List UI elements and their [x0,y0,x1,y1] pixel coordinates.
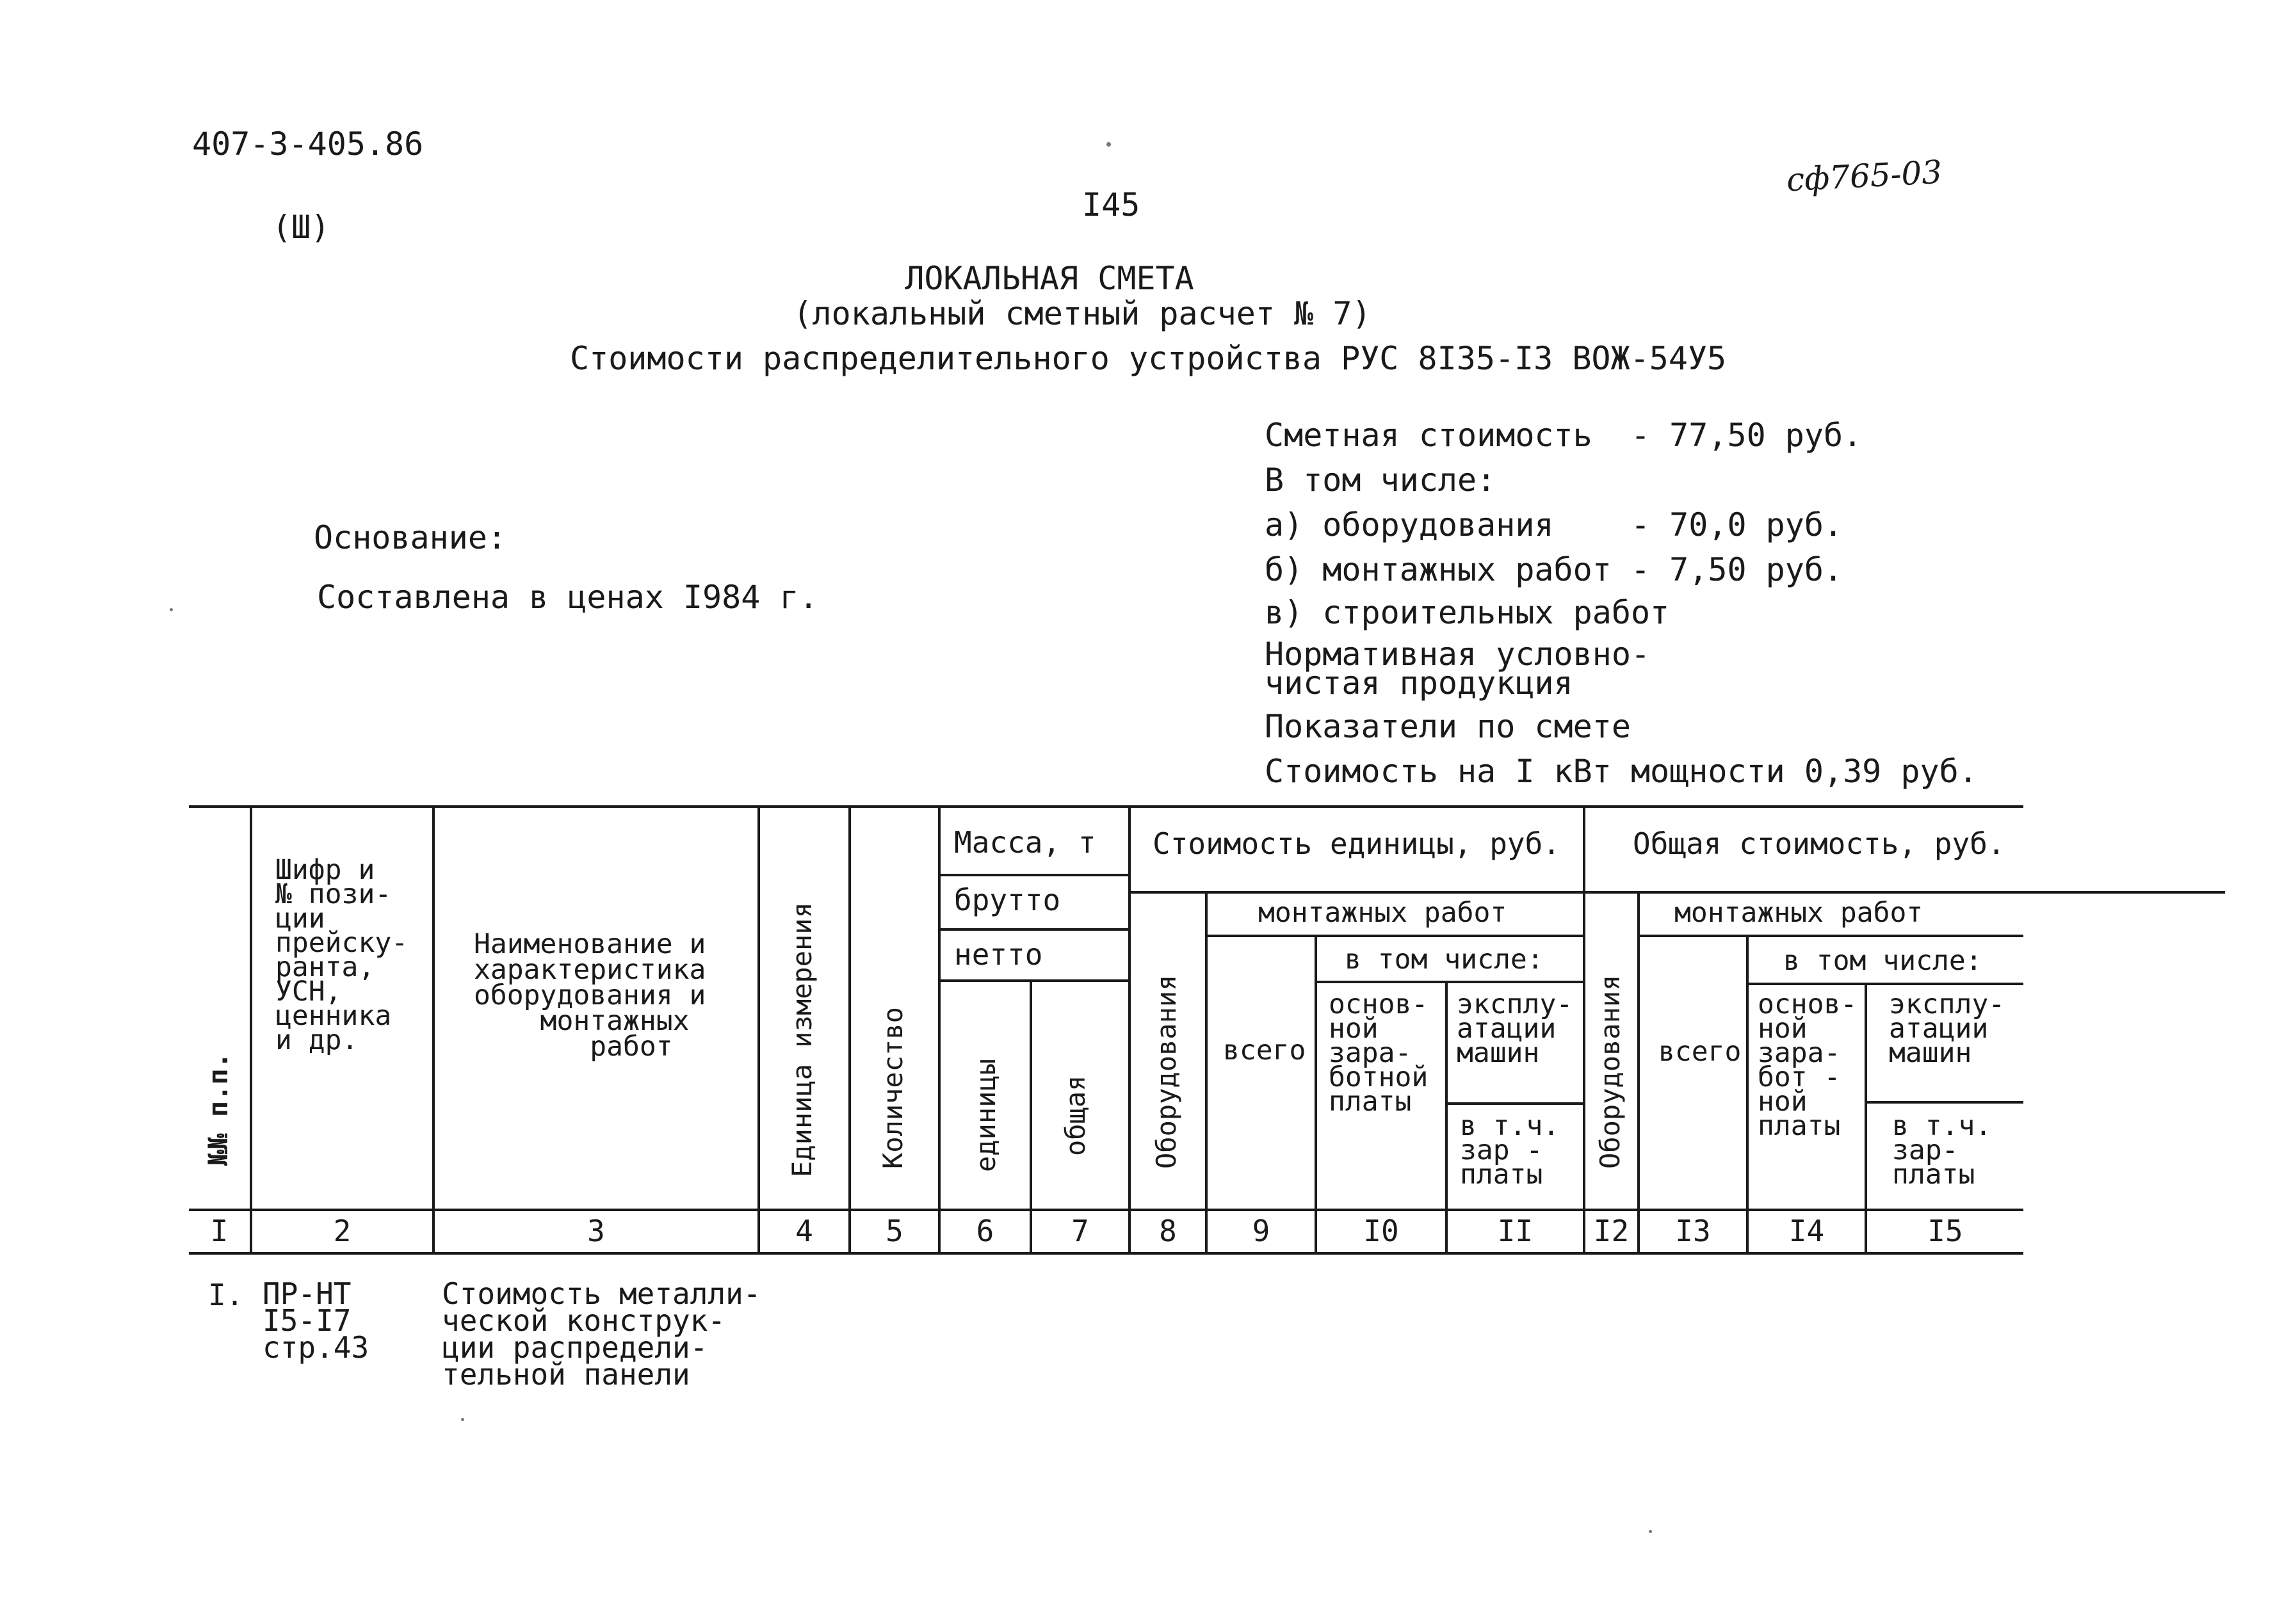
header-brutto: брутто [954,883,1061,917]
col-number-11: II [1497,1214,1534,1248]
summary-including: В том числе: [1265,462,1496,499]
col-line-12 [1637,891,1640,1253]
basis-label: Основание: [314,519,507,556]
mass-divider-3 [938,979,1130,982]
col-line-3 [757,805,760,1253]
header-mass-total: общая [1060,1075,1091,1156]
header-total-all: всего [1658,1036,1742,1068]
section-mark: (Ш) [272,209,330,246]
page-object-title: Стоимости распределительного устройства РУС 8I35-I3 ВОЖ-54У5 [570,340,1727,377]
header-unit: Единица измерения [786,902,818,1177]
scan-speck [1649,1530,1652,1533]
col-line-2 [432,805,435,1253]
col-line-7 [1128,805,1131,1253]
header-quantity: Количество [877,1007,909,1169]
col-number-8: 8 [1159,1214,1177,1248]
header-unit-base-wage: основ- ной зара- ботной платы [1329,988,1429,1118]
unit-install-divider [1207,935,1585,937]
col-number-5: 5 [886,1214,903,1248]
col-line-8 [1205,891,1208,1253]
header-row-number: №№ п.п. [202,1052,234,1166]
col-line-11 [1583,805,1585,1253]
col-line-6 [1030,979,1032,1253]
header-total-machine: эксплу- атации машин [1889,988,2005,1069]
header-total-equipment: Оборудования [1594,974,1626,1169]
row-price-code: ПР-НТ I5-I7 стр.43 [263,1276,369,1365]
col-number-2: 2 [333,1214,352,1248]
col-number-15: I5 [1927,1214,1963,1248]
header-unit-incl: в том числе: [1345,944,1544,976]
header-unit-incl-wage: в т.ч. зар - платы [1460,1110,1560,1191]
col-line-5 [938,805,941,1253]
col-line-4 [848,805,851,1253]
header-unit-machine: эксплу- атации машин [1457,988,1573,1069]
unit-incl-divider [1316,981,1585,983]
total-machine-divider [1866,1101,2023,1104]
summary-equipment: а) оборудования - 70,0 руб. [1265,506,1843,543]
col-line-1 [250,805,252,1253]
header-total-incl: в том числе: [1783,945,1982,977]
header-price-code: Шифр и № пози- ции прейску- ранта, УСН, ценника и др. [275,854,409,1056]
header-netto: нетто [954,937,1043,972]
col-number-1: I [210,1214,229,1248]
col-line-14 [1865,983,1867,1253]
header-mass-unit: единицы [970,1058,1001,1172]
unit-machine-divider [1447,1102,1585,1105]
scan-speck [170,608,173,611]
row-item-name: Стоимость металли- ческой конструк- ции распредели- тельной панели [442,1276,761,1392]
col-number-9: 9 [1252,1214,1270,1248]
summary-normative-output: Нормативная условно- чистая продукция [1265,636,1651,702]
header-unit-cost: Стоимость единицы, руб. [1153,826,1560,861]
page-number: I45 [1082,186,1140,223]
col-number-10: I0 [1363,1214,1399,1248]
page-title: ЛОКАЛЬНАЯ СМЕТА [905,260,1194,297]
mass-divider-2 [938,928,1130,931]
col-line-10 [1445,981,1448,1253]
col-number-3: 3 [587,1214,605,1248]
handwritten-code: сф765-03 [1785,153,1943,199]
scan-speck [461,1418,464,1421]
summary-indicators: Показатели по смете [1265,708,1631,745]
summary-estimated-cost: Сметная стоимость - 77,50 руб. [1265,417,1863,454]
header-total-install: монтажных работ [1674,897,1923,929]
document-code: 407-3-405.86 [192,125,424,163]
col-number-13: I3 [1675,1214,1711,1248]
header-total-base-wage: основ- ной зара- бот - ной платы [1758,988,1858,1142]
total-incl-divider [1748,983,2023,985]
col-number-7: 7 [1071,1214,1089,1248]
header-total-incl-wage: в т.ч. зар- платы [1892,1110,1992,1191]
table-top-border [189,805,2023,808]
row-number: I. [208,1278,244,1312]
col-number-12: I2 [1593,1214,1630,1248]
header-unit-total: всего [1223,1034,1306,1066]
prices-note: Составлена в ценах I984 г. [317,579,818,616]
header-unit-equipment: Оборудования [1151,974,1182,1169]
header-unit-install: монтажных работ [1258,897,1507,929]
page-subtitle: (локальный сметный расчет № 7) [793,295,1372,332]
col-line-13 [1746,935,1749,1253]
summary-cost-per-kw: Стоимость на I кВт мощности 0,39 руб. [1265,753,1978,790]
col-number-14: I4 [1788,1214,1825,1248]
total-install-divider [1639,935,2023,937]
header-mass: Масса, т [954,825,1096,860]
unit-cost-divider [1130,891,2225,894]
col-number-4: 4 [795,1214,813,1248]
summary-installation: б) монтажных работ - 7,50 руб. [1265,551,1843,588]
header-item-name: Наименование и характеристика оборудования и монтажных работ [474,928,706,1063]
mass-divider-1 [938,874,1130,876]
summary-construction: в) строительных работ [1265,594,1670,631]
scan-speck [1106,142,1111,147]
col-number-6: 6 [976,1214,994,1248]
col-line-9 [1315,935,1317,1253]
header-total-cost: Общая стоимость, руб. [1633,826,2005,861]
